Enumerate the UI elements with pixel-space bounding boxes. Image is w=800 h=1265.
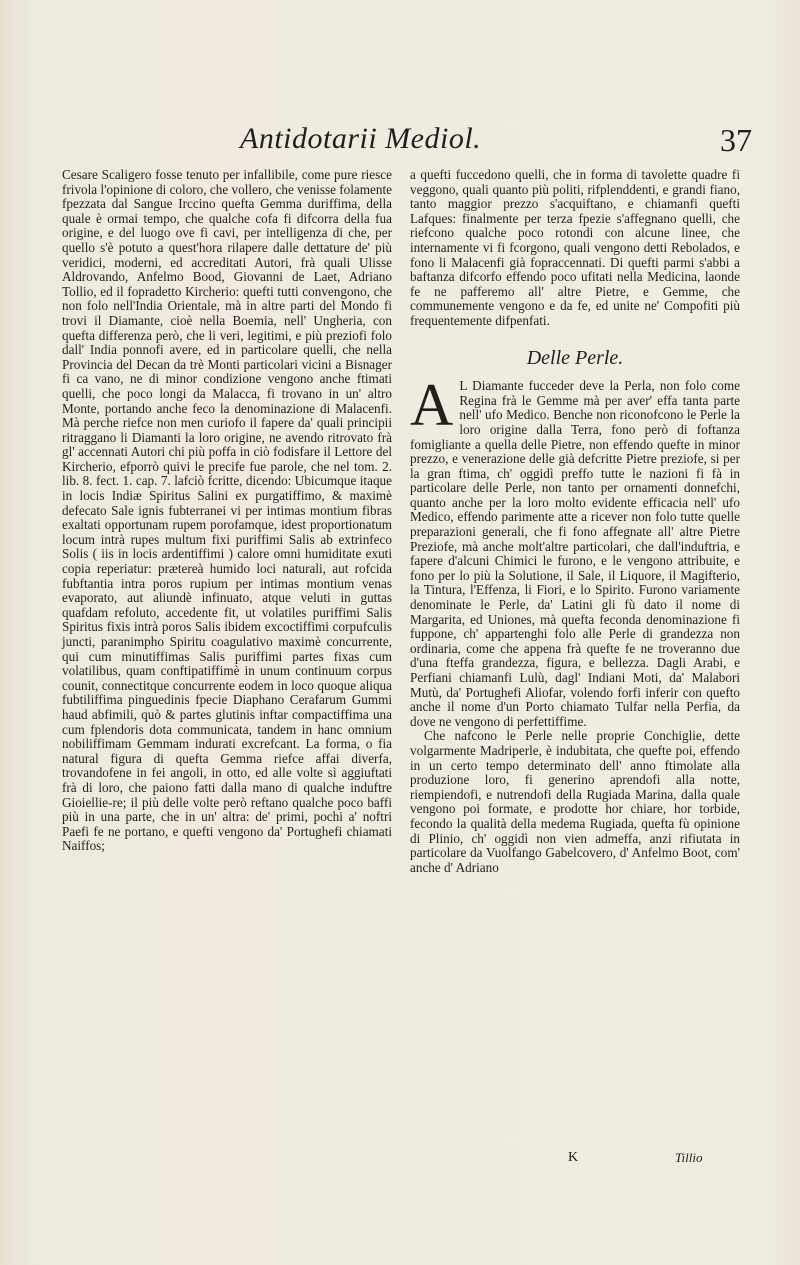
- signature-mark: K: [568, 1150, 579, 1165]
- section-title: Delle Perle.: [526, 346, 624, 369]
- page-header: [0, 122, 800, 162]
- left-column: [62, 168, 392, 854]
- right-column: [410, 168, 740, 875]
- section-paragraph: [410, 372, 740, 729]
- catchword: Tillio: [675, 1150, 703, 1165]
- drop-cap: A: [410, 372, 454, 439]
- running-title: Antidotarii Mediol.: [240, 122, 482, 155]
- right-column-text-before: a quefti fuccedono quelli, che in forma di tavolette quadre fi veggono, quali quanto più politi, rifplenddenti, e grandi fiano, tanto maggior prezzo s'acquiftano, e chiamanfi quefti Lafques: finalmente per terza fpezie s'affegnano quelli, che riefcono qualche poco rotondi con alcune linee, che internamente vi fi fcorgono, quali vengono detti Rebolados, e fono li Malacenfi già fopraccennati. Di quefti parmi s'abbi a baftanza difcorfo effendo poco ufitati nella Medicina, laonde fe ne pafferemo all' altre Pietre, e Gemme, che communemente vengono e da fe, ed unite ne' Compofiti più frequentemente difpenfati.: [410, 167, 740, 328]
- page-number: 37: [720, 122, 752, 158]
- left-column-text: Cesare Scaligero fosse tenuto per infallibile, come pure riesce frivola l'opinione di coloro, che vollero, che venisse folamente fpezzata dal Sangue Irccino quefta Gemma duriffima, della quale è ormai tempo, che qualche cofa fi difcorra della fua origine, e del luogo ove fi cavi, per intelligenza di che, per quello s'è potuto a quest'hora rilapere dalle dettature de' più veridici, moderni, ed accreditati Autori, frà quali Ulisse Aldrovando, Anfelmo Bood, Giovanni de Laet, Adriano Tollio, ed il fopradetto Kircherio: quefti tutti convengono, che non folo nell'India Orientale, mà in altre parti del Mondo fi trovi il Diamante, cioè nella Boemia, nell' Ungheria, con quefta differenza però, che li veri, legitimi, e più preziofi folo dall' India ponnofi avere, ed in particolare quelli, che nella Provincia del Decan da trè Monti particolari vicini a Bisnager fi ca vano, ne di minor condizione vengono anche ftimati quelli, che poco longi da Malacca, fi trovano in un' altro Monte, portando anche feco la denominazione di Malacenfi. Mà perche riefce non men curiofo il fapere da' quali principii ritraggano li Diamanti la loro origine, ne avendo ritrovato frà gl' accennati Autori chi più poffa in ciò fodisfare il Lettore del Kircherio, efporrò quivi le precife fue parole, che nel tom. 2. lib. 8. fect. 1. cap. 7. lafciò fcritte, dicendo: Ubicumque itaque in locis Indiæ Spiritus Salini ex purgatiffimo, & maximè defecato Sale ignis fubterranei vi per intimas montium fibras exaltati opportunam rupem porofamque, idest proportionatum locum intrà rupes multum fixi puriffimi Salis ab extrinfeco Solis ( iis in locis ardentiffimi ) calore omni humiditate exuti copia reperiatur: prætereà humido loci naturali, aut rofcida fubftantia intra poros rupium per intimas montium venas evaporato, aut aliundè infinuato, atque veluti in guttas quafdam refoluto, accedente fit, ut volatiles puriffimi Salis Spiritus fixis intrà poros Salis ibidem excoctiffimi corpufculis juncti, paranimpho Spiritu coagulativo maximè concurrente, qui cum minutiffimas Salis puriffimi partes fixas cum volatilibus, quam conftipatiffimè in unum continuum corpus counit, connectitque concurrente eodem in loco quoque aliqua fubtiliffima pinguedinis fpecie Diaphano Cerafarum Gummi haud abfimili, quò & partes glutinis inftar compactiffima una cum fplendoris dota communicata, tandem in hanc omnium nobiliffimam Gemmam indurati excrefcant. La forma, o fia natural figura di quefta Gemma riefce affai diverfa, trovandofene in fei angoli, in otto, ed alle volte sì aggiuftati frà di loro, che paiono fatti dalla mano di qualche induftre Gioiellie-re; il più delle volte però reftano qualche poco baffi più in una parte, che in un' altra: de' primi, pochi a' noftri Paefi fe ne portano, e quefti vengono da' Portughefi chiamati Naiffos;: [62, 167, 392, 854]
- section-text: L Diamante fucceder deve la Perla, non folo come Regina frà le Gemme mà per aver' effa tanta parte nell' ufo Medico. Benche non riconofcono le Perle la loro origine dalla Terra, fono però di foftanza fomigliante a quella delle Pietre, non effendo quefte in minor prezzo, e venerazione delle già defcritte Pietre preziofe, si per la gran ftima, ch' oggidì preffo tutte le nazioni fi fà in particolare delle Perle, non tanto per ornamenti donnefchi, quanto anche per la loro molto evidente efficacia nell' ufo Medico, effendo parimente atte a ricever non folo tutte quelle preparazioni generali, che fi fono affegnate all' altre Pietre Preziofe, mà anche molt'altre particolari, che dall'induftria, e fapere d'alcuni Chimici le furono, e le vengono attribuite, e fono per lo più la Solutione, il Sale, il Liquore, il Magifterio, la Tintura, l'Effenza, li Fiori, e lo Spirito. Furono variamente denominate le Perle, da' Latini gli fù dato il nome di Margarita, ed Uniones, mà quefta feconda denominazione fi fuppone, ch' appartenghi folo alle Perle di grandezza non ordinaria, come che appena frà quefte fe ne troveranno due d'una fteffa grandezza, figura, e bellezza. Dagli Arabi, e Perfiani chiamanfi Lulù, dagl' Indiani Moti, da' Malabori Mutù, da' Portughefi Aliofar, volendo forfi inferir con quefto anche il nome d'un Porto chiamato Tulfar nella Perfia, da dove ne vengono di perfettiffime.: [410, 378, 740, 729]
- section-text-second-paragraph: Che nafcono le Perle nelle proprie Conchiglie, dette volgarmente Madriperle, è indubitata, che quefte poi, effendo in un certo tempo determinato dell' anno ftimolate alla produzione loro, fi generino aprendofi alla notte, riempiendofi, e nutrendofi della Rugiada Marina, dalla quale vengono poi formate, e prodotte hor chiare, hor torbide, fecondo la qualità della medema Rugiada, quefta fù opinione di Plinio, ch' oggidì non vien admeffa, anzi rifiutata in particolare da Vuolfango Gabelcovero, d' Anfelmo Boot, com' anche d' Adriano: [410, 728, 740, 875]
